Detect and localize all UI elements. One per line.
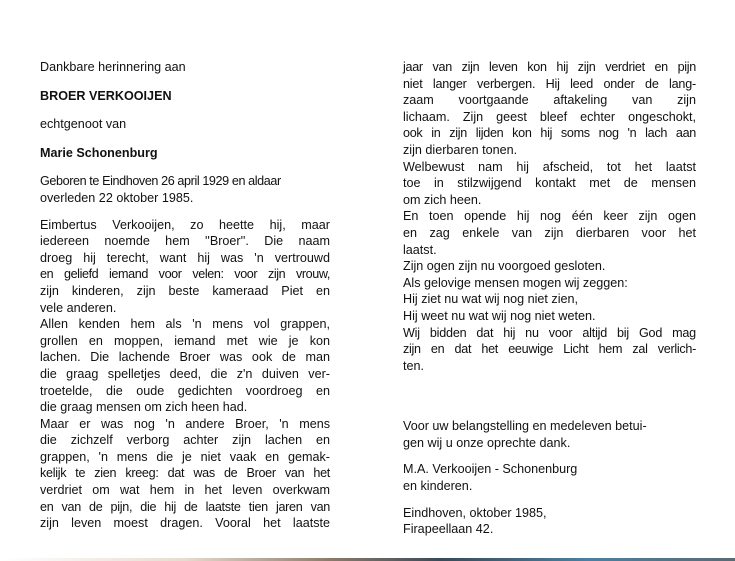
right-column <box>403 59 696 538</box>
bio-line: Hij ziet nu wat wij nog niet zien, <box>403 292 578 307</box>
signature-line: en kinderen. <box>403 479 473 494</box>
spouse-intro: echtgenoot van <box>40 117 127 132</box>
bio-line: toe in stilzwijgend kontakt met de mensen <box>403 176 696 191</box>
bio-line: grappen, 'n mens die je niet vaak en gemak- <box>40 449 330 464</box>
bio-line: lachen. Die lachende Broer was ook de man <box>40 350 330 365</box>
bio-line: en zag enkele van zijn dierbaren voor het <box>403 225 696 240</box>
bio-line: die graag spelletjes deed, die z'n duiven ver- <box>40 366 330 381</box>
deceased-name: BROER VERKOOIJEN <box>40 88 172 103</box>
death-line: overleden 22 oktober 1985. <box>40 190 194 205</box>
bio-line: laatst. <box>403 242 437 257</box>
bio-line: en geliefd iemand voor velen: voor zijn vrouw, <box>40 267 330 282</box>
bio-line: om zich heen. <box>403 192 482 207</box>
intro-text: Dankbare herinnering aan <box>40 60 186 74</box>
bio-line: zaam voortgaande aftakeling van zijn <box>403 93 696 108</box>
bio-line: verdriet om wat hem in het leven overkwam <box>40 483 330 498</box>
bio-line: vele anderen. <box>40 300 117 315</box>
bio-line: Als gelovige mensen mogen wij zeggen: <box>403 275 628 290</box>
bio-line: kelijk te zien kreeg: dat was de Broer van het <box>40 466 330 481</box>
biography-right <box>403 59 696 374</box>
bio-line: iedereen noemde hem ''Broer''. Die naam <box>40 234 330 249</box>
bio-line: en van de pijn, die hij de laatste tien jaren van <box>40 499 330 514</box>
address-line: Firapeellaan 42. <box>403 522 494 537</box>
bio-line: Allen kenden hem als 'n mens vol grappen, <box>40 317 330 332</box>
thanks-block <box>403 418 696 451</box>
birth-line: Geboren te Eindhoven 26 april 1929 en aldaar <box>40 174 281 189</box>
bio-line: zijn kinderen, zijn beste kameraad Piet en <box>40 283 330 298</box>
left-column <box>40 59 330 532</box>
bio-line: droeg hij terecht, want hij was 'n vertrouwd <box>40 250 330 265</box>
bio-line: Zijn ogen zijn nu voorgoed gesloten. <box>403 259 606 274</box>
place-date-line: Eindhoven, oktober 1985, <box>403 505 547 520</box>
bio-line: jaar van zijn leven kon hij zijn verdriet en pijn <box>403 60 696 74</box>
bio-line: zijn leven moest dragen. Vooral het laatste <box>40 516 330 531</box>
bio-line: troetelde, die oude gedichten voordroeg en <box>40 383 330 398</box>
bio-line: die graag mensen om zich heen had. <box>40 400 248 415</box>
bio-line: niet langer verbergen. Hij leed onder de lang- <box>403 76 696 91</box>
spouse-name: Marie Schonenburg <box>40 145 158 160</box>
bio-line: Wij bidden dat hij nu voor altijd bij God mag <box>403 325 696 340</box>
biography-left <box>40 217 330 532</box>
thanks-line: gen wij u onze oprechte dank. <box>403 435 571 450</box>
dates-block <box>40 173 330 206</box>
bio-line: Welbewust nam hij afscheid, tot het laatst <box>403 159 696 174</box>
bio-line: ook in zijn lijden kon hij soms nog 'n lach aan <box>403 126 696 141</box>
bio-line: zijn dierbaren tonen. <box>403 142 518 157</box>
place-date-block <box>403 505 696 538</box>
bio-line: ten. <box>403 358 425 373</box>
bio-line: En toen opende hij nog één keer zijn ogen <box>403 209 696 224</box>
bio-line: lichaam. Zijn geest bleef echter ongeschokt, <box>403 109 696 124</box>
bio-line: Eimbertus Verkooijen, zo heette hij, maar <box>40 217 330 232</box>
bio-line: Maar er was nog 'n andere Broer, 'n mens <box>40 416 330 431</box>
bio-line: zijn en dat het eeuwige Licht hem zal verlich- <box>403 342 696 357</box>
thanks-line: Voor uw belangstelling en medeleven betui- <box>403 419 647 434</box>
bio-line: grollen en moppen, iemand met wie je kon <box>40 333 330 348</box>
signature-block <box>403 461 696 494</box>
signature-line: M.A. Verkooijen - Schonenburg <box>403 462 578 477</box>
bio-line: die zichzelf verborg achter zijn lachen en <box>40 433 330 448</box>
bio-line: Hij weet nu wat wij nog niet weten. <box>403 308 596 323</box>
